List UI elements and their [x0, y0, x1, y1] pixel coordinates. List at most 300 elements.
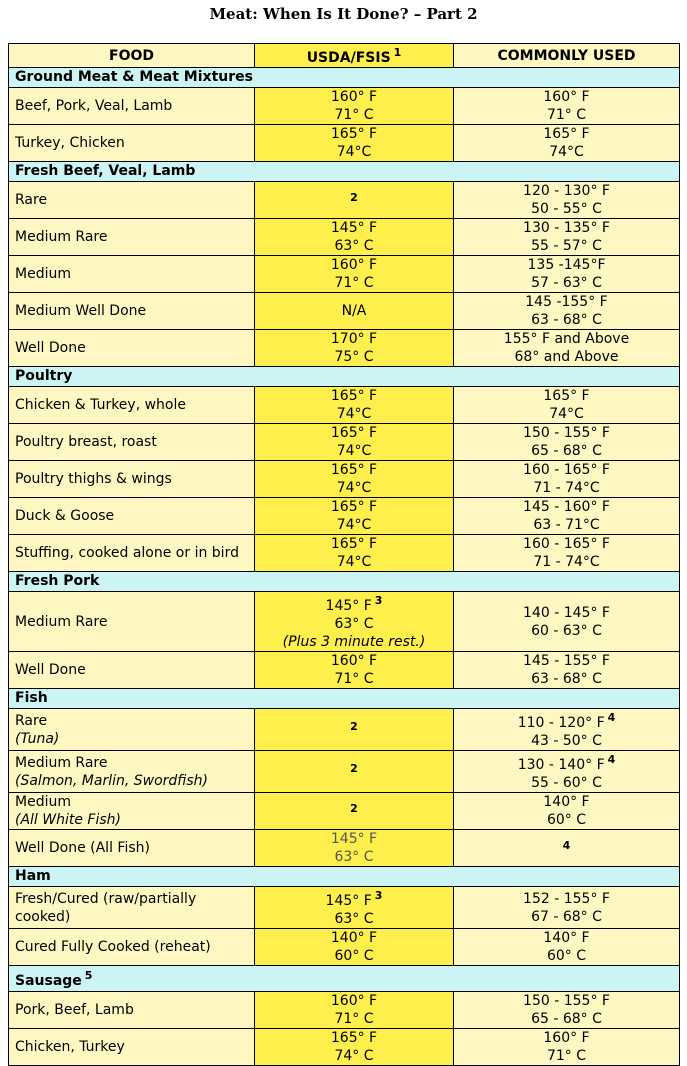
common-temp: 71° C	[546, 107, 587, 123]
food-cell	[9, 929, 255, 966]
common-temp: 145 - 155° F	[523, 653, 610, 669]
usda-line	[261, 405, 447, 423]
food-cell	[9, 1029, 255, 1066]
food-name: Chicken, Turkey	[15, 1039, 125, 1055]
common-temp: 145 -155° F	[525, 294, 608, 310]
section-row	[9, 572, 680, 592]
food-cell	[9, 498, 255, 535]
usda-cell	[255, 330, 454, 367]
usda-temp: 63° C	[334, 849, 374, 865]
usda-temp: 145° F	[330, 831, 378, 847]
usda-temp: 160° F	[330, 993, 378, 1009]
usda-temp: 63° C	[334, 911, 374, 927]
food-name: Medium Rare	[15, 754, 108, 771]
common-line	[460, 1010, 673, 1028]
usda-temp: 74°C	[336, 406, 372, 422]
common-temp: 43 - 50° C	[531, 733, 602, 749]
header-usda-footnote: 1	[393, 46, 402, 59]
section-row	[9, 367, 680, 387]
common-cell	[454, 461, 680, 498]
usda-temp: 160° F	[330, 653, 378, 669]
usda-temp: 74° C	[334, 1048, 374, 1064]
common-line	[460, 622, 673, 640]
food-detail: (All White Fish)	[15, 812, 121, 828]
table-row	[9, 182, 680, 219]
common-footnote: 4	[562, 838, 571, 852]
common-cell	[454, 535, 680, 572]
usda-cell	[255, 1029, 454, 1066]
usda-temp: 145° F	[330, 220, 378, 236]
usda-temp: 74°C	[336, 554, 372, 570]
section-label: Sausage	[15, 973, 82, 989]
common-cell	[454, 182, 680, 219]
table-row	[9, 709, 680, 751]
common-cell	[454, 88, 680, 125]
section-name	[9, 162, 680, 182]
usda-temp: 160° F	[330, 257, 378, 273]
usda-temp: 145° F	[325, 598, 372, 614]
common-line	[460, 442, 673, 460]
usda-line	[261, 670, 447, 688]
food-name: Rare	[15, 192, 48, 208]
common-line	[460, 535, 673, 553]
common-line	[460, 890, 673, 908]
table-row	[9, 330, 680, 367]
doneness-table	[8, 43, 680, 1066]
usda-temp: 165° F	[330, 425, 378, 441]
usda-line	[261, 992, 447, 1010]
table-row	[9, 461, 680, 498]
usda-cell	[255, 88, 454, 125]
common-cell	[454, 387, 680, 424]
common-cell	[454, 293, 680, 330]
section-name	[9, 966, 680, 992]
common-line	[460, 652, 673, 670]
food-cell	[9, 992, 255, 1029]
section-label: Fresh Beef, Veal, Lamb	[15, 163, 196, 179]
table-row	[9, 652, 680, 689]
usda-temp: 165° F	[330, 126, 378, 142]
common-line	[460, 793, 673, 811]
usda-line	[261, 830, 447, 848]
table-row	[9, 424, 680, 461]
usda-temp: 71° C	[334, 1011, 374, 1027]
common-temp: 71 - 74°C	[533, 480, 600, 496]
food-cell	[9, 652, 255, 689]
common-temp: 50 - 55° C	[531, 201, 602, 217]
section-footnote: 5	[84, 969, 93, 982]
food-cell	[9, 709, 255, 751]
common-temp: 150 - 155° F	[523, 993, 610, 1009]
usda-cell	[255, 256, 454, 293]
food-detail: (Salmon, Marlin, Swordfish)	[15, 772, 208, 789]
food-name: Cured Fully Cooked (reheat)	[15, 939, 211, 955]
common-line	[460, 479, 673, 497]
usda-note: (Plus 3 minute rest.)	[282, 634, 426, 650]
common-temp: 71 - 74°C	[533, 554, 600, 570]
usda-line	[261, 274, 447, 292]
common-line	[460, 947, 673, 965]
food-cell	[9, 293, 255, 330]
table-row	[9, 929, 680, 966]
usda-line	[261, 1010, 447, 1028]
usda-cell	[255, 830, 454, 867]
common-line	[460, 774, 673, 792]
common-temp: 152 - 155° F	[523, 890, 610, 907]
table-row	[9, 992, 680, 1029]
common-line	[460, 311, 673, 329]
food-cell	[9, 461, 255, 498]
section-name	[9, 367, 680, 387]
usda-cell	[255, 652, 454, 689]
food-name: Stuffing, cooked alone or in bird	[15, 545, 239, 561]
usda-line	[261, 256, 447, 274]
food-name: Rare	[15, 712, 48, 729]
common-temp: 120 - 130° F	[523, 183, 610, 199]
usda-cell	[255, 219, 454, 256]
common-temp: 130 - 135° F	[523, 220, 610, 236]
table-row	[9, 219, 680, 256]
usda-temp: 74°C	[336, 144, 372, 160]
usda-line	[261, 330, 447, 348]
usda-temp: 165° F	[330, 1030, 378, 1046]
common-line	[460, 219, 673, 237]
usda-temp: 74°C	[336, 517, 372, 533]
usda-line	[261, 424, 447, 442]
common-line	[460, 516, 673, 534]
table-body	[9, 68, 680, 1066]
usda-footnote: 3	[374, 889, 383, 902]
usda-cell	[255, 751, 454, 793]
usda-cell	[255, 424, 454, 461]
common-footnote: 4	[607, 753, 616, 766]
usda-temp: 71° C	[334, 275, 374, 291]
usda-temp: 63° C	[334, 616, 374, 632]
common-temp: 63 - 68° C	[531, 312, 602, 328]
usda-cell	[255, 793, 454, 830]
usda-cell	[255, 461, 454, 498]
section-name	[9, 572, 680, 592]
common-line	[460, 387, 673, 405]
section-row	[9, 689, 680, 709]
usda-cell	[255, 125, 454, 162]
usda-temp: 170° F	[330, 331, 378, 347]
common-line	[460, 461, 673, 479]
usda-cell	[255, 182, 454, 219]
usda-line	[261, 553, 447, 571]
usda-temp: 160° F	[330, 89, 378, 105]
common-temp: 55 - 60° C	[531, 775, 602, 791]
common-line	[460, 405, 673, 423]
common-line	[460, 929, 673, 947]
section-name	[9, 68, 680, 88]
common-cell	[454, 1029, 680, 1066]
food-name: Chicken & Turkey, whole	[15, 397, 187, 413]
common-line	[460, 1047, 673, 1065]
common-temp: 155° F and Above	[503, 331, 630, 347]
food-cell	[9, 256, 255, 293]
food-name: Medium	[15, 794, 71, 810]
common-temp: 65 - 68° C	[531, 1011, 602, 1027]
usda-line	[261, 125, 447, 143]
usda-line	[261, 387, 447, 405]
common-temp: 63 - 68° C	[531, 671, 602, 687]
page-title: Meat: When Is It Done? – Part 2	[209, 5, 478, 23]
food-name: Pork, Beef, Lamb	[15, 1002, 134, 1018]
common-temp: 55 - 57° C	[531, 238, 602, 254]
common-cell	[454, 709, 680, 751]
common-cell	[454, 992, 680, 1029]
header-row	[9, 44, 680, 68]
food-name: Fresh/Cured (raw/partially cooked)	[15, 890, 197, 925]
header-usda	[255, 44, 454, 68]
common-line	[460, 992, 673, 1010]
table-row	[9, 387, 680, 424]
usda-temp: 71° C	[334, 107, 374, 123]
common-cell	[454, 929, 680, 966]
usda-temp: 60° C	[334, 948, 374, 964]
usda-line	[261, 910, 447, 928]
table-row	[9, 793, 680, 830]
table-row	[9, 535, 680, 572]
common-temp: 140° F	[543, 930, 590, 946]
common-temp: 160 - 165° F	[523, 536, 610, 552]
usda-cell	[255, 592, 454, 652]
food-cell	[9, 387, 255, 424]
table-row	[9, 125, 680, 162]
common-temp: 60° C	[546, 812, 587, 828]
common-line	[460, 424, 673, 442]
food-name: Duck & Goose	[15, 508, 115, 524]
food-name: Well Done (All Fish)	[15, 840, 150, 856]
food-cell	[9, 424, 255, 461]
section-label: Fish	[15, 690, 48, 706]
common-cell	[454, 424, 680, 461]
usda-line	[261, 219, 447, 237]
header-food: FOOD	[9, 44, 255, 68]
common-line	[460, 908, 673, 926]
usda-cell	[255, 387, 454, 424]
usda-line	[261, 535, 447, 553]
common-line	[460, 348, 673, 366]
common-line	[460, 709, 673, 732]
common-temp: 160° F	[543, 89, 590, 105]
usda-line	[261, 929, 447, 947]
usda-footnote: 3	[374, 594, 383, 607]
common-line	[460, 670, 673, 688]
food-name: Medium Rare	[15, 613, 108, 630]
food-name: Poultry thighs & wings	[15, 471, 172, 487]
common-cell	[454, 830, 680, 867]
common-line	[460, 200, 673, 218]
usda-cell	[255, 992, 454, 1029]
common-line	[460, 732, 673, 750]
usda-temp: 74°C	[336, 480, 372, 496]
usda-temp: 165° F	[330, 388, 378, 404]
food-cell	[9, 219, 255, 256]
common-cell	[454, 330, 680, 367]
usda-line	[261, 442, 447, 460]
common-temp: 160° F	[543, 1030, 590, 1046]
common-temp: 74°C	[549, 144, 584, 160]
food-name: Medium	[15, 266, 71, 282]
food-name: Turkey, Chicken	[15, 135, 125, 151]
usda-line	[261, 461, 447, 479]
table-row	[9, 1029, 680, 1066]
table-row	[9, 592, 680, 652]
common-temp: 65 - 68° C	[531, 443, 602, 459]
usda-temp: 165° F	[330, 536, 378, 552]
common-temp: 57 - 63° C	[531, 275, 602, 291]
common-line	[460, 293, 673, 311]
common-temp: 67 - 68° C	[531, 908, 602, 925]
food-cell	[9, 751, 255, 793]
table-row	[9, 830, 680, 867]
common-cell	[454, 256, 680, 293]
common-temp: 165° F	[543, 388, 590, 404]
food-name: Medium Well Done	[15, 303, 147, 319]
common-temp: 135 -145°F	[527, 257, 606, 273]
food-cell	[9, 330, 255, 367]
common-line	[460, 143, 673, 161]
table-row	[9, 751, 680, 793]
section-name	[9, 867, 680, 887]
usda-temp: 140° F	[330, 930, 378, 946]
usda-footnote: 2	[350, 801, 358, 815]
common-line	[460, 330, 673, 348]
usda-temp: 165° F	[330, 462, 378, 478]
common-line	[460, 553, 673, 571]
food-name: Well Done	[15, 662, 86, 678]
common-temp: 165° F	[543, 126, 590, 142]
section-label: Fresh Pork	[15, 573, 100, 589]
usda-temp: 74°C	[336, 443, 372, 459]
usda-line	[261, 887, 447, 910]
common-line	[460, 182, 673, 200]
usda-cell	[255, 293, 454, 330]
common-line	[460, 604, 673, 622]
section-row	[9, 162, 680, 182]
usda-cell	[255, 929, 454, 966]
usda-line	[261, 237, 447, 255]
usda-footnote: 2	[350, 762, 358, 775]
food-name: Well Done	[15, 340, 86, 356]
food-name: Medium Rare	[15, 229, 108, 245]
common-line	[460, 1029, 673, 1047]
table-row	[9, 293, 680, 330]
common-cell	[454, 498, 680, 535]
common-temp: 110 - 120° F	[517, 715, 605, 731]
common-line	[460, 256, 673, 274]
usda-temp: 63° C	[334, 238, 374, 254]
food-cell	[9, 125, 255, 162]
common-cell	[454, 592, 680, 652]
common-temp: 140° F	[543, 794, 590, 810]
common-temp: 68° and Above	[514, 349, 619, 365]
usda-cell	[255, 535, 454, 572]
food-name: Poultry breast, roast	[15, 434, 157, 450]
common-line	[460, 274, 673, 292]
common-line	[460, 498, 673, 516]
usda-line	[261, 1029, 447, 1047]
common-temp: 130 - 140° F	[517, 757, 605, 773]
common-cell	[454, 887, 680, 929]
food-cell	[9, 887, 255, 929]
header-common: COMMONLY USED	[454, 44, 680, 68]
food-cell	[9, 88, 255, 125]
usda-line	[261, 348, 447, 366]
usda-temp: 71° C	[334, 671, 374, 687]
common-temp: 145 - 160° F	[523, 499, 610, 515]
usda-cell	[255, 498, 454, 535]
common-cell	[454, 793, 680, 830]
usda-cell	[255, 709, 454, 751]
food-cell	[9, 793, 255, 830]
common-cell	[454, 219, 680, 256]
usda-line	[261, 498, 447, 516]
common-temp: 63 - 71°C	[533, 517, 600, 533]
common-line	[460, 88, 673, 106]
table-row	[9, 88, 680, 125]
table-row	[9, 498, 680, 535]
usda-temp: 75° C	[334, 349, 374, 365]
usda-temp: 145° F	[325, 893, 372, 909]
section-label: Poultry	[15, 368, 73, 384]
usda-cell	[255, 887, 454, 929]
usda-line	[261, 592, 447, 615]
food-name: Beef, Pork, Veal, Lamb	[15, 98, 173, 114]
usda-line	[261, 302, 447, 320]
common-temp: 60 - 63° C	[531, 622, 602, 639]
common-footnote: 4	[607, 711, 616, 724]
table-row	[9, 256, 680, 293]
common-line	[460, 125, 673, 143]
section-row	[9, 966, 680, 992]
food-cell	[9, 182, 255, 219]
usda-line	[261, 848, 447, 866]
section-row	[9, 68, 680, 88]
section-name	[9, 689, 680, 709]
common-temp: 60° C	[546, 948, 587, 964]
common-cell	[454, 125, 680, 162]
usda-footnote: 2	[350, 720, 358, 733]
common-temp: 71° C	[546, 1048, 587, 1064]
common-line	[460, 237, 673, 255]
common-line	[460, 751, 673, 774]
common-temp: 160 - 165° F	[523, 462, 610, 478]
section-row	[9, 867, 680, 887]
food-cell	[9, 592, 255, 652]
header-usda-label: USDA/FSIS	[306, 50, 391, 66]
common-temp: 140 - 145° F	[523, 604, 610, 621]
usda-line	[261, 88, 447, 106]
usda-line	[261, 652, 447, 670]
usda-line	[261, 106, 447, 124]
usda-line	[261, 1047, 447, 1065]
food-detail: (Tuna)	[15, 730, 60, 747]
common-cell	[454, 751, 680, 793]
usda-line	[261, 479, 447, 497]
usda-temp: 165° F	[330, 499, 378, 515]
food-cell	[9, 830, 255, 867]
usda-footnote: 2	[350, 190, 358, 204]
common-temp: 150 - 155° F	[523, 425, 610, 441]
table-row	[9, 887, 680, 929]
usda-temp: N/A	[341, 303, 367, 319]
usda-line	[261, 516, 447, 534]
common-line	[460, 106, 673, 124]
section-label: Ham	[15, 868, 51, 884]
